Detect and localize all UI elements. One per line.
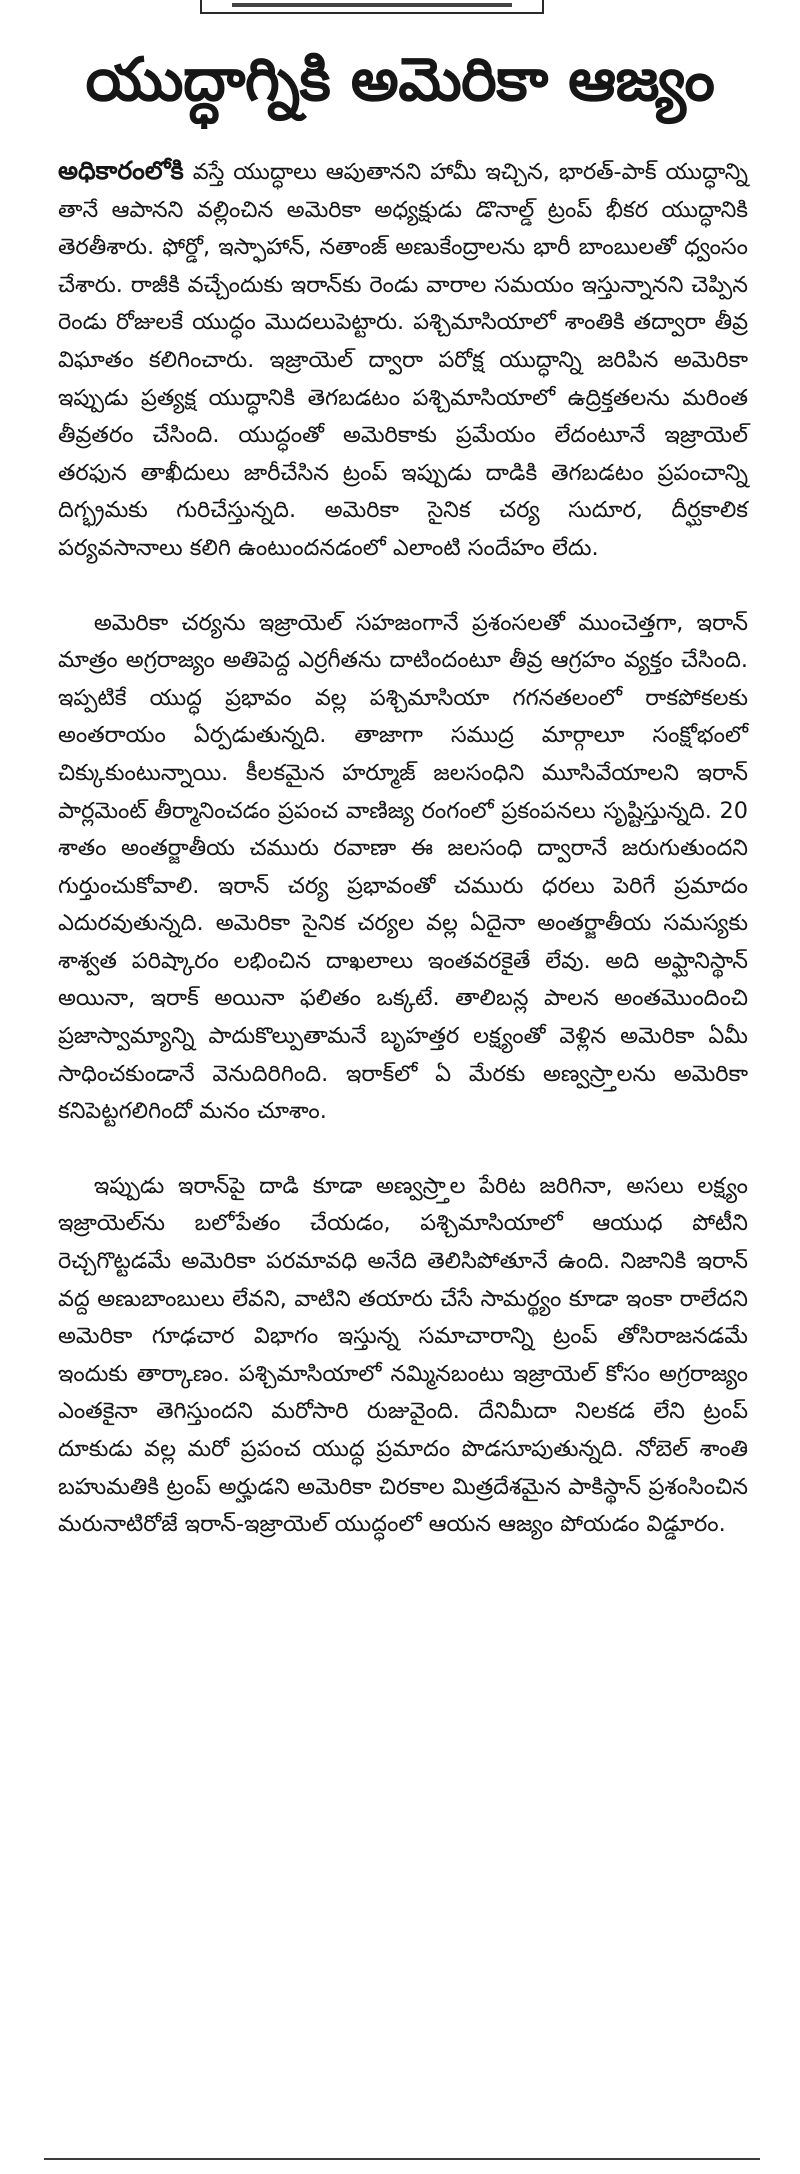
section-header-bar bbox=[232, 3, 512, 7]
headline: యుద్ధాగ్నికి అమెరికా ఆజ్యం bbox=[85, 45, 715, 115]
paragraph-3: ఇప్పుడు ఇరాన్‌పై దాడి కూడా అణ్వస్ర్తాల పేరిట జరిగినా, అసలు లక్ష్యం ఇజ్రాయెల్‌ను బలోపేతం చేయడం, పశ్చిమాసియాలో ఆయుధ పోటీని రెచ్చగొట్టడమే అమెరికా పరమావధి అనేది తెలిసిపోతూనే ఉంది. నిజానికి ఇరాన్ వద్ద అణుబాంబులు లేవని, వాటిని తయారు చేసే సామర్థ్యం కూడా ఇంకా రాలేదని అమెరికా గూఢచార విభాగం ఇస్తున్న సమాచారాన్ని ట్రంప్ తోసిరాజనడమే ఇందుకు తార్కాణం. పశ్చిమాసియాలో నమ్మినబంటు ఇజ్రాయెల్ కోసం అగ్రరాజ్యం ఎంతకైనా తెగిస్తుందని మరోసారి రుజువైంది. దేనిమీదా నిలకడ లేని ట్రంప్ దూకుడు వల్ల మరో ప్రపంచ యుద్ధ ప్రమాదం పొడసూపుతున్నది. నోబెల్ శాంతి బహుమతికి ట్రంప్ అర్హుడని అమెరికా చిరకాల మిత్రదేశమైన పాకిస్థాన్ ప్రశంసించిన మరునాటిరోజే ఇరాన్-ఇజ్రాయెల్ యుద్ధంలో ఆయన ఆజ్యం పోయడం విడ్డూరం. bbox=[58, 1172, 748, 1538]
paragraph-1 bbox=[58, 152, 748, 568]
article-body bbox=[58, 152, 748, 1544]
paragraph-1-text: వస్తే యుద్ధాలు ఆపుతానని హామీ ఇచ్చిన, భారత్-పాక్ యుద్ధాన్ని తానే ఆపానని వల్లించిన అమెరికా అధ్యక్షుడు డొనాల్డ్ ట్రంప్ భీకర యుద్ధానికి తెరతీశారు. ఫోర్డో, ఇస్ఫాహాన్, నతాంజ్ అణుకేంద్రాలను భారీ బాంబులతో ధ్వంసం చేశారు. రాజీకి వచ్చేందుకు ఇరాన్‌కు రెండు వారాల సమయం ఇస్తున్నానని చెప్పిన రెండు రోజులకే యుద్ధం మొదలుపెట్టారు. పశ్చిమాసియాలో శాంతికి తద్వారా తీవ్ర విఘాతం కలిగించారు. ఇజ్రాయెల్ ద్వారా పరోక్ష యుద్ధాన్ని జరిపిన అమెరికా ఇప్పుడు ప్రత్యక్ష యుద్ధానికి తెగబడటం పశ్చిమాసియాలో ఉద్రిక్తతలను మరింత తీవ్రతరం చేసింది. యుద్ధంతో అమెరికాకు ప్రమేయం లేదంటూనే ఇజ్రాయెల్ తరఫున తాఖీదులు జారీచేసిన ట్రంప్ ఇప్పుడు దాడికి తెగబడటం ప్రపంచాన్ని దిగ్భ్రమకు గురిచేస్తున్నది. అమెరికా సైనిక చర్య సుదూర, దీర్ఘకాలిక పర్యవసానాలు కలిగి ఉంటుందనడంలో ఎలాంటి సందేహం లేదు. bbox=[58, 159, 748, 561]
paragraph-2: అమెరికా చర్యను ఇజ్రాయెల్ సహజంగానే ప్రశంసలతో ముంచెత్తగా, ఇరాన్ మాత్రం అగ్రరాజ్యం అతిపెద్ద ఎర్రగీతను దాటిందంటూ తీవ్ర ఆగ్రహం వ్యక్తం చేసింది. ఇప్పటికే యుద్ధ ప్రభావం వల్ల పశ్చిమాసియా గగనతలంలో రాకపోకలకు అంతరాయం ఏర్పడుతున్నది. తాజాగా సముద్ర మార్గాలూ సంక్షోభంలో చిక్కుకుంటున్నాయి. కీలకమైన హర్మూజ్ జలసంధిని మూసివేయాలని ఇరాన్ పార్లమెంట్ తీర్మానించడం ప్రపంచ వాణిజ్య రంగంలో ప్రకంపనలు సృష్టిస్తున్నది. 20 శాతం అంతర్జాతీయ చమురు రవాణా ఈ జలసంధి ద్వారానే జరుగుతుందని గుర్తుంచుకోవాలి. ఇరాన్ చర్య ప్రభావంతో చమురు ధరలు పెరిగే ప్రమాదం ఎదురవుతున్నది. అమెరికా సైనిక చర్యల వల్ల ఏదైనా అంతర్జాతీయ సమస్యకు శాశ్వత పరిష్కారం లభించిన దాఖలాలు ఇంతవరకైతే లేవు. అది అఫ్ఘానిస్థాన్ అయినా, ఇరాక్ అయినా ఫలితం ఒక్కటే. తాలిబన్ల పాలన అంతమొందించి ప్రజాస్వామ్యాన్ని పాదుకొల్పుతామనే బృహత్తర లక్ష్యంతో వెళ్లిన అమెరికా ఏమీ సాధించకుండానే వెనుదిరిగింది. ఇరాక్‌లో ఏ మేరకు అణ్వస్ర్తాలను అమెరికా కనిపెట్టగలిగిందో మనం చూశాం. bbox=[58, 609, 748, 1125]
lead-word: అధికారంలోకి bbox=[58, 156, 184, 185]
section-header-tab bbox=[200, 0, 544, 14]
bottom-divider bbox=[44, 2158, 760, 2160]
